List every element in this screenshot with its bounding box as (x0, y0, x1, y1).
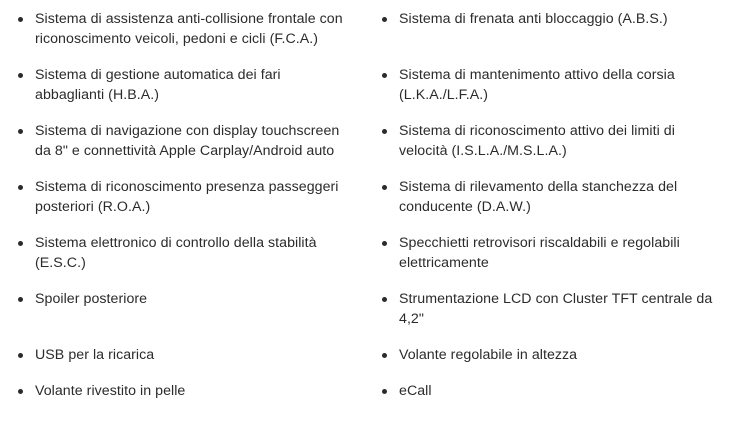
feature-text-line: Specchietti retrovisori riscaldabili e regolabili (399, 235, 680, 251)
bullet-icon (382, 241, 387, 246)
bullet-icon (18, 389, 23, 394)
feature-text-line: posteriori (R.O.A.) (35, 199, 151, 215)
list-item (18, 233, 378, 273)
feature-text-line: USB per la ricarica (35, 347, 155, 363)
bullet-icon (382, 129, 387, 134)
feature-text-line: Sistema di navigazione con display touchscreen (35, 123, 340, 139)
bullet-icon (18, 129, 23, 134)
feature-text-line: Spoiler posteriore (35, 291, 148, 307)
list-item (18, 345, 378, 365)
list-item (382, 9, 746, 49)
feature-text-line: Sistema di rilevamento della stanchezza del (399, 179, 678, 195)
list-item (382, 65, 746, 105)
bullet-icon (382, 389, 387, 394)
feature-text-line: Sistema di mantenimento attivo della corsia (399, 67, 675, 83)
feature-text-line: Sistema di frenata anti bloccaggio (A.B.S.) (399, 11, 668, 27)
list-item (18, 65, 378, 105)
list-item (18, 289, 378, 329)
feature-text-line: eCall (399, 383, 432, 399)
feature-text-line: Sistema di riconoscimento attivo dei limiti di (399, 123, 675, 139)
bullet-icon (18, 17, 23, 22)
list-item (382, 233, 746, 273)
list-item (382, 121, 746, 161)
list-item (382, 289, 746, 329)
feature-text-line: Sistema di assistenza anti-collisione frontale con (35, 11, 343, 27)
feature-text-line: conducente (D.A.W.) (399, 199, 531, 215)
feature-text-line: elettricamente (399, 255, 489, 271)
feature-text-line: abbaglianti (H.B.A.) (35, 87, 160, 103)
bullet-icon (18, 297, 23, 302)
list-item (382, 345, 746, 365)
bullet-icon (382, 73, 387, 78)
list-item (18, 9, 378, 49)
feature-text-line: Strumentazione LCD con Cluster TFT centrale da (399, 291, 713, 307)
bullet-icon (18, 73, 23, 78)
list-item (18, 177, 378, 217)
feature-text-line: Sistema di gestione automatica dei fari (35, 67, 281, 83)
feature-column-right (382, 9, 746, 417)
feature-text-line: Volante rivestito in pelle (35, 383, 186, 399)
feature-text-line: (E.S.C.) (35, 255, 86, 271)
feature-text-line: (L.K.A./L.F.A.) (399, 87, 489, 103)
list-item (382, 177, 746, 217)
feature-text-line: riconoscimento veicoli, pedoni e cicli (F.C.A.) (35, 31, 319, 47)
feature-text-line: Volante regolabile in altezza (399, 347, 578, 363)
bullet-icon (18, 241, 23, 246)
feature-text-line: Sistema di riconoscimento presenza passeggeri (35, 179, 339, 195)
bullet-icon (382, 185, 387, 190)
feature-text-line: 4,2" (399, 311, 424, 327)
bullet-icon (382, 297, 387, 302)
bullet-icon (382, 17, 387, 22)
feature-text-line: da 8" e connettività Apple Carplay/Android auto (35, 143, 335, 159)
feature-text-line: velocità (I.S.L.A./M.S.L.A.) (399, 143, 567, 159)
feature-column-left (18, 9, 378, 417)
list-item (18, 381, 378, 401)
feature-text-line: Sistema elettronico di controllo della stabilità (35, 235, 317, 251)
list-item (382, 381, 746, 401)
bullet-icon (382, 353, 387, 358)
list-item (18, 121, 378, 161)
bullet-icon (18, 185, 23, 190)
bullet-icon (18, 353, 23, 358)
